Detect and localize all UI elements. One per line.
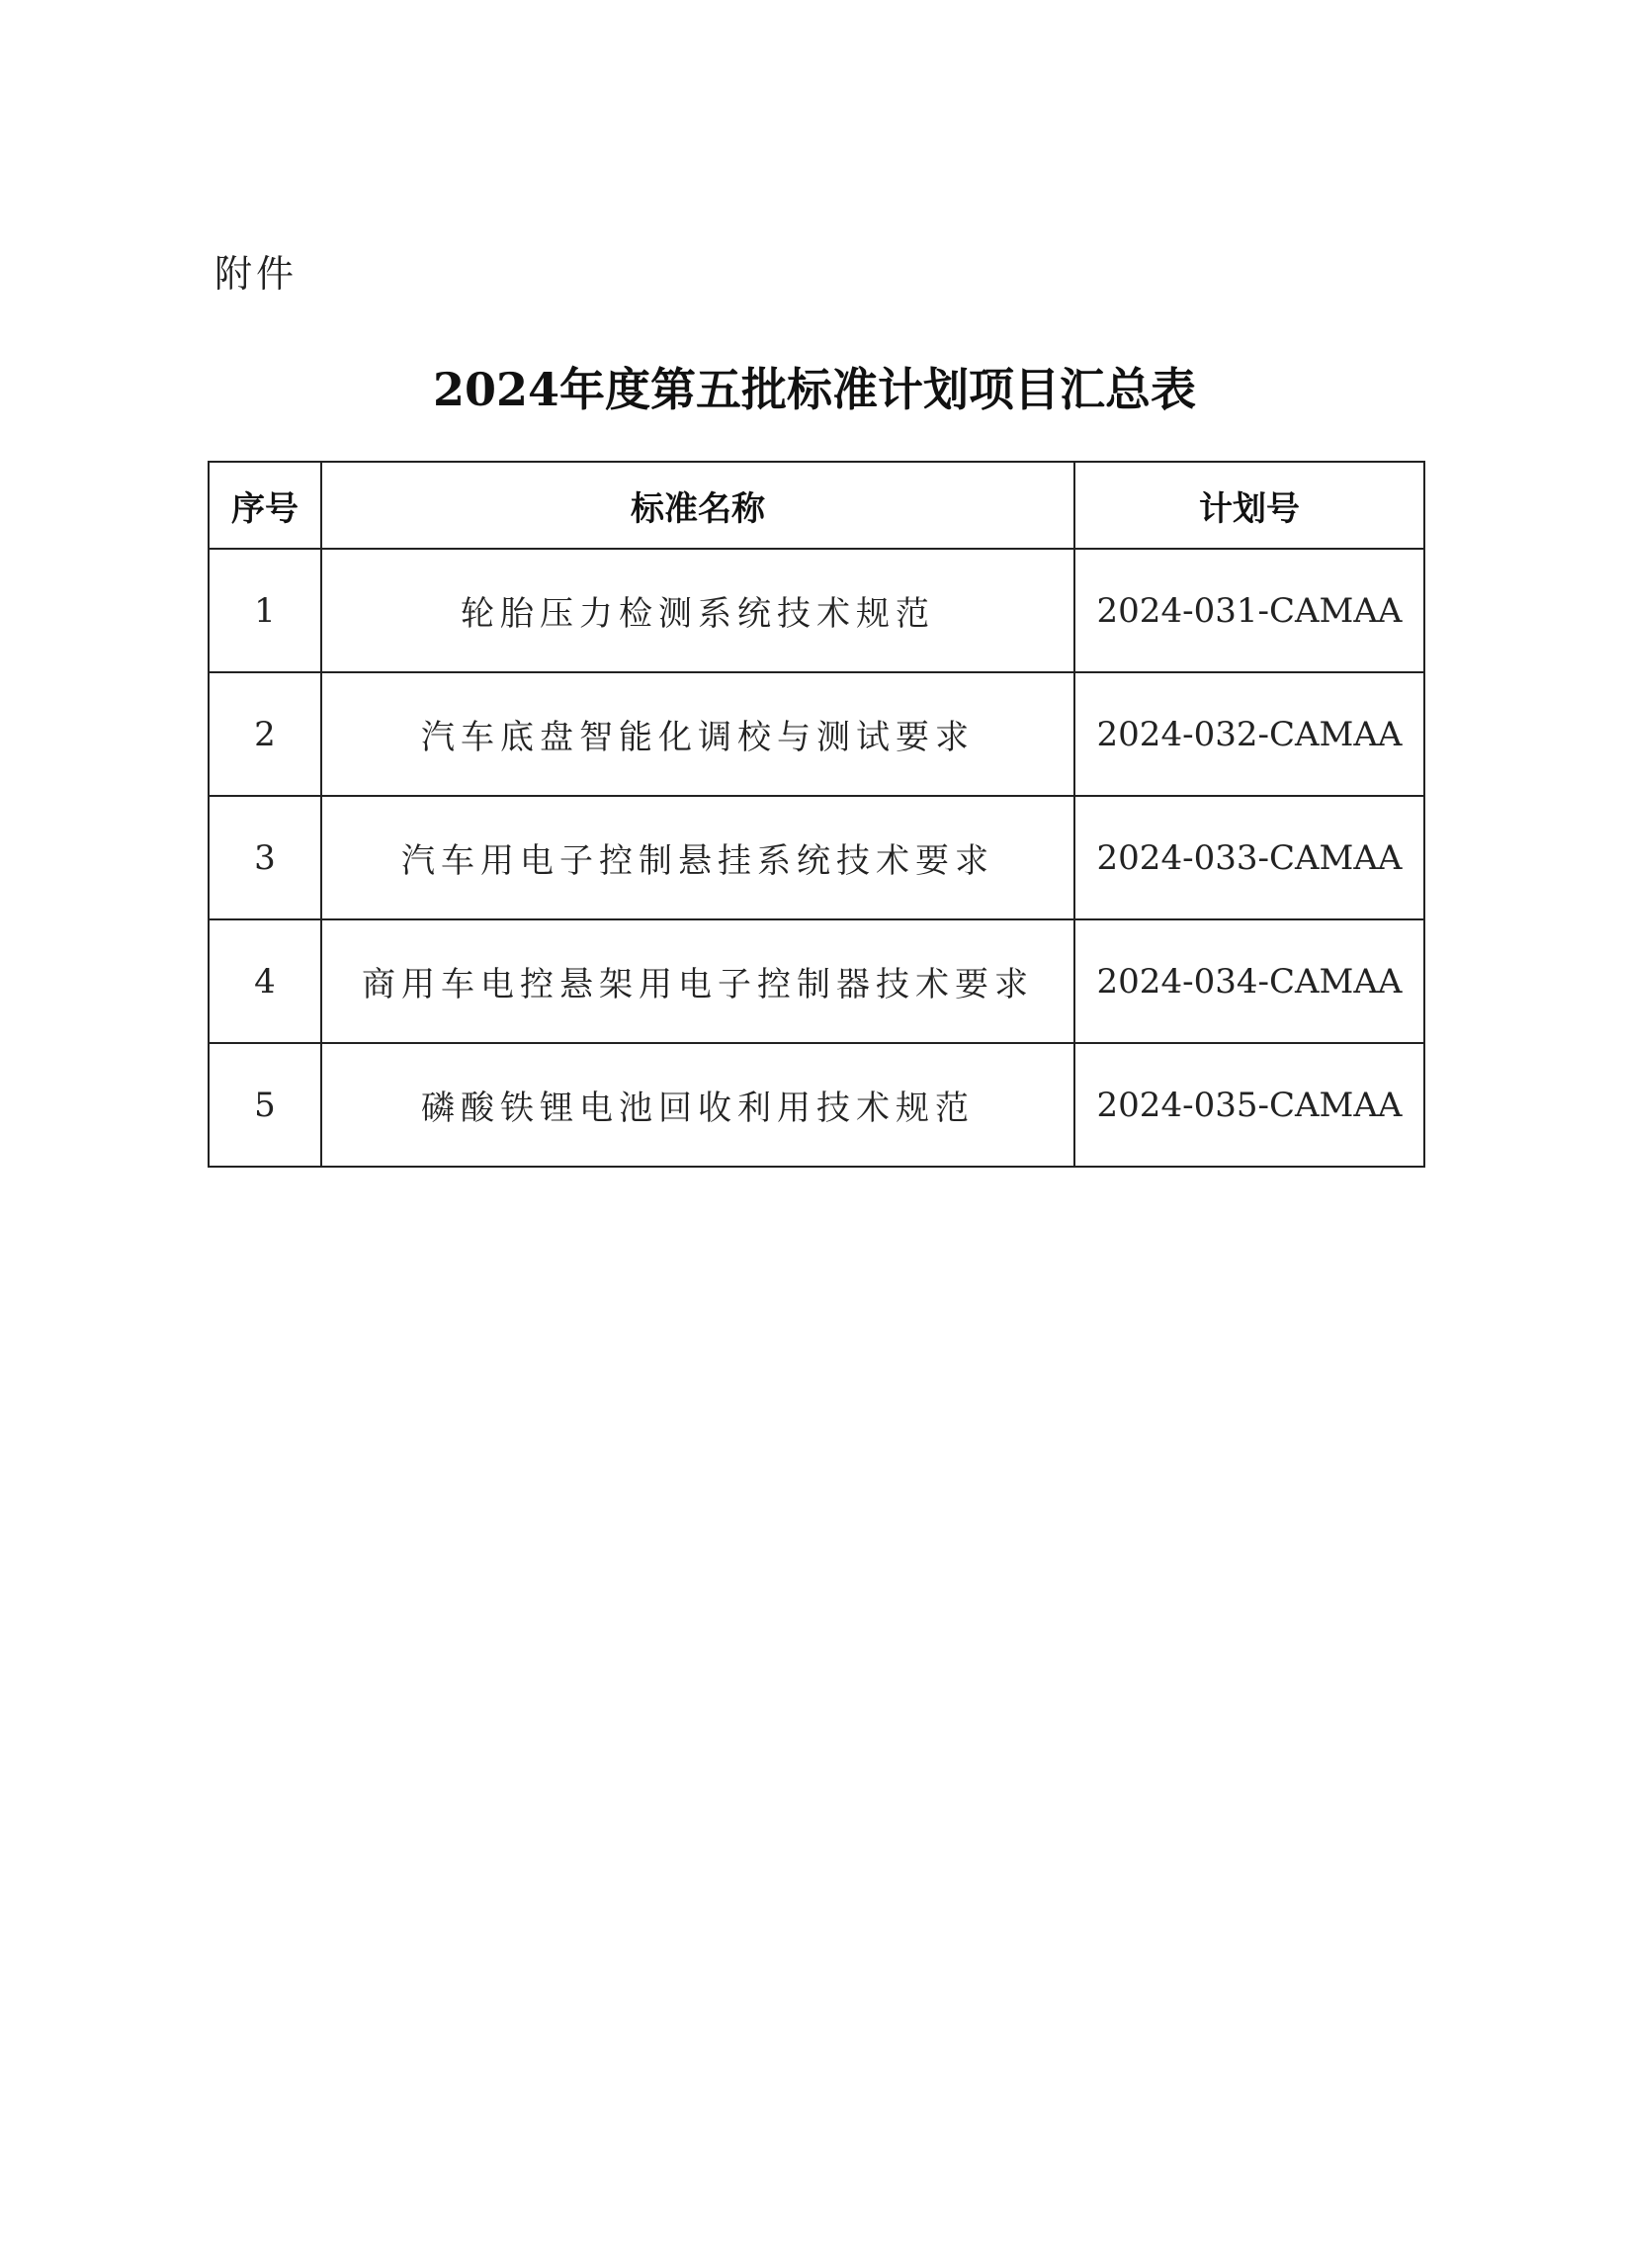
row-no: 3 (209, 796, 321, 919)
row-no: 4 (209, 919, 321, 1043)
row-no: 5 (209, 1043, 321, 1167)
row-plan-no: 2024-034-CAMAA (1074, 919, 1424, 1043)
row-standard-name: 商用车电控悬架用电子控制器技术要求 (321, 919, 1074, 1043)
row-no: 1 (209, 549, 321, 672)
row-plan-no: 2024-033-CAMAA (1074, 796, 1424, 919)
page-title-container (0, 354, 1625, 419)
table-header-row (209, 462, 1424, 549)
table-row (209, 919, 1424, 1043)
row-standard-name: 磷酸铁锂电池回收利用技术规范 (321, 1043, 1074, 1167)
row-standard-name: 汽车底盘智能化调校与测试要求 (321, 672, 1074, 796)
header-no: 序号 (209, 462, 321, 549)
table-row (209, 1043, 1424, 1167)
row-standard-name: 汽车用电子控制悬挂系统技术要求 (321, 796, 1074, 919)
header-name: 标准名称 (321, 462, 1074, 549)
table-row (209, 549, 1424, 672)
row-plan-no: 2024-035-CAMAA (1074, 1043, 1424, 1167)
row-plan-no: 2024-032-CAMAA (1074, 672, 1424, 796)
row-standard-name: 轮胎压力检测系统技术规范 (321, 549, 1074, 672)
row-plan-no: 2024-031-CAMAA (1074, 549, 1424, 672)
header-plan-no: 计划号 (1074, 462, 1424, 549)
row-no: 2 (209, 672, 321, 796)
table-row (209, 796, 1424, 919)
page-title: 2024年度第五批标准计划项目汇总表 (432, 363, 1197, 416)
table-row (209, 672, 1424, 796)
attachment-label: 附件 (214, 252, 299, 296)
standards-plan-table (208, 461, 1425, 1168)
